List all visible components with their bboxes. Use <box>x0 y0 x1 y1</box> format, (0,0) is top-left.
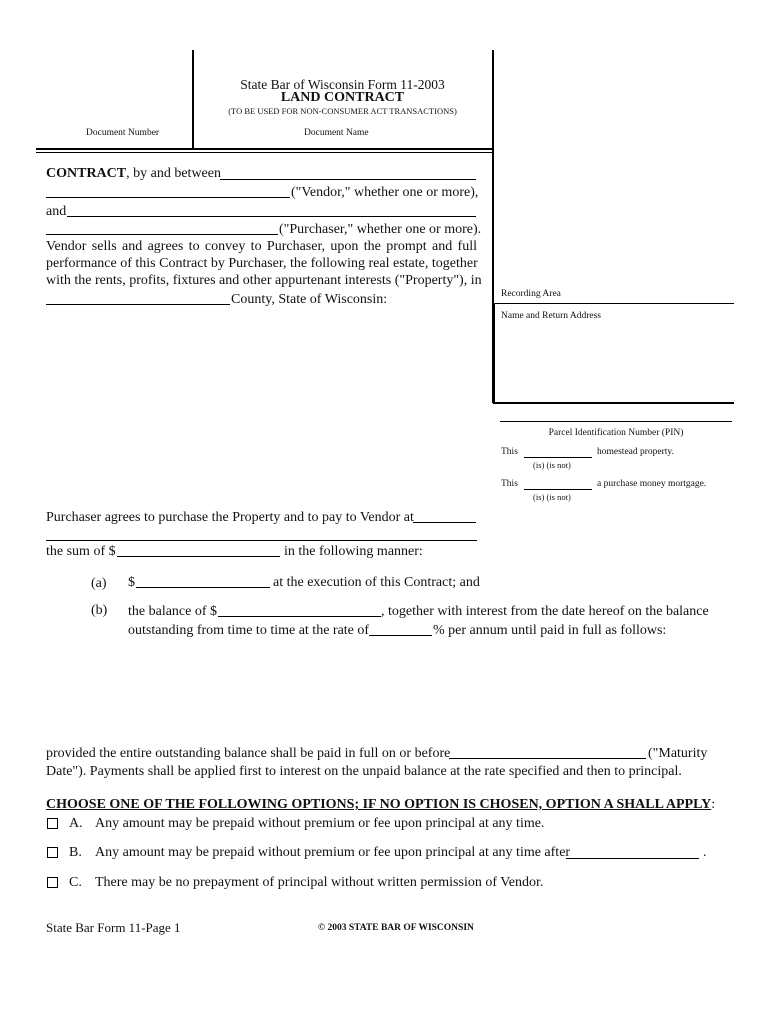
mortgage-field[interactable] <box>524 489 592 490</box>
contract-rest: , by and between <box>126 166 221 181</box>
recording-area-label: Recording Area <box>501 289 561 299</box>
county-label: County, State of Wisconsin: <box>231 292 388 307</box>
option-c-text: There may be no prepayment of principal without written permission of Vendor. <box>95 875 544 890</box>
maturity-suffix: ("Maturity <box>648 746 708 761</box>
b-prefix: the balance of $ <box>128 604 218 619</box>
document-number-label: Document Number <box>86 128 160 138</box>
header-bottom-rule <box>36 148 493 150</box>
purchaser-name-field[interactable] <box>46 234 278 235</box>
option-c-checkbox[interactable] <box>47 877 58 888</box>
maturity-date-field[interactable] <box>449 758 646 759</box>
a-dollar: $ <box>128 575 135 590</box>
b-label: (b) <box>91 603 108 618</box>
option-a-checkbox[interactable] <box>47 818 58 829</box>
homestead-field[interactable] <box>524 457 592 458</box>
party-field-2[interactable] <box>67 216 476 217</box>
options-heading-row <box>46 796 715 813</box>
mortgage-is-isnot: (is) (is not) <box>533 492 571 502</box>
options-colon: : <box>711 797 716 812</box>
b-line2-prefix: outstanding from time to time at the rate of <box>128 623 370 638</box>
option-b-checkbox[interactable] <box>47 847 58 858</box>
options-heading: CHOOSE ONE OF THE FOLLOWING OPTIONS; IF NO OPTION IS CHOSEN, OPTION A SHALL APPLY <box>46 797 712 812</box>
sum-field[interactable] <box>117 556 280 557</box>
homestead-this: This <box>501 447 518 457</box>
payment-place-field-2[interactable] <box>46 540 477 541</box>
copyright: © 2003 STATE BAR OF WISCONSIN <box>318 923 474 933</box>
recording-area-rule <box>493 303 734 304</box>
maturity-line2: Date"). Payments shall be applied first to interest on the unpaid balance at the rate specified and then to principal. <box>46 764 682 779</box>
doc-title: LAND CONTRACT <box>280 90 405 105</box>
para1-line1: Vendor sells and agrees to convey to Purchaser, upon the prompt and full <box>46 239 477 254</box>
payment-place-field[interactable] <box>413 522 476 523</box>
para1-line2: performance of this Contract by Purchaser, the following real estate, together <box>46 256 478 271</box>
a-text: at the execution of this Contract; and <box>273 575 480 590</box>
b-text: , together with interest from the date hereof on the balance <box>381 604 709 619</box>
option-b-text: Any amount may be prepaid without premium or fee upon principal at any time after <box>95 845 571 860</box>
contract-bold: CONTRACT <box>46 166 127 181</box>
purchaser-label: ("Purchaser," whether one or more). <box>279 222 482 237</box>
b-balance-field[interactable] <box>218 616 381 617</box>
pin-field-line[interactable] <box>500 421 732 422</box>
header-bottom-rule-2 <box>36 152 493 153</box>
option-b-date-field[interactable] <box>566 858 699 859</box>
a-label: (a) <box>91 576 107 591</box>
party-field-1[interactable] <box>220 179 476 180</box>
a-amount-field[interactable] <box>136 587 270 588</box>
name-return-label: Name and Return Address <box>501 311 601 321</box>
interest-rate-field[interactable] <box>369 635 432 636</box>
b-line2-suffix: % per annum until paid in full as follows: <box>433 623 667 638</box>
homestead-is-isnot: (is) (is not) <box>533 460 571 470</box>
doc-subtitle: (TO BE USED FOR NON-CONSUMER ACT TRANSACTIONS) <box>228 106 457 116</box>
pin-label: Parcel Identification Number (PIN) <box>548 428 684 438</box>
sum-suffix: in the following manner: <box>284 544 423 559</box>
mortgage-text: a purchase money mortgage. <box>597 479 707 489</box>
option-a-letter: A. <box>69 816 83 831</box>
maturity-prefix: provided the entire outstanding balance shall be paid in full on or before <box>46 746 451 761</box>
purchase-line: Purchaser agrees to purchase the Property and to pay to Vendor at <box>46 510 414 525</box>
option-a-text: Any amount may be prepaid without premium or fee upon principal at any time. <box>95 816 545 831</box>
page-label: State Bar Form 11-Page 1 <box>46 920 181 935</box>
county-field[interactable] <box>46 304 230 305</box>
option-c-letter: C. <box>69 875 82 890</box>
document-name-label: Document Name <box>304 128 369 138</box>
form-title: State Bar of Wisconsin Form 11-2003 <box>240 77 445 92</box>
return-box-left <box>494 303 495 403</box>
option-b-end: . <box>703 845 707 860</box>
para1-line3: with the rents, profits, fixtures and other appurtenant interests ("Property"), in <box>46 273 482 288</box>
contract-intro <box>46 165 221 182</box>
vendor-name-field[interactable] <box>46 197 290 198</box>
return-box-bottom <box>493 402 734 404</box>
and-label: and <box>46 204 67 219</box>
vendor-label: ("Vendor," whether one or more), <box>291 185 479 200</box>
option-b-letter: B. <box>69 845 82 860</box>
sum-prefix: the sum of $ <box>46 544 116 559</box>
mortgage-this: This <box>501 479 518 489</box>
homestead-text: homestead property. <box>597 447 674 457</box>
